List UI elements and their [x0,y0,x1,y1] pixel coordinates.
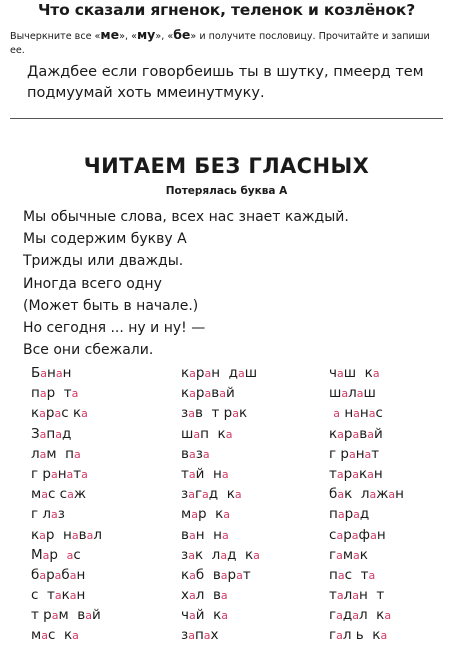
word-letters: р [195,365,205,381]
word-letters: в [181,526,189,543]
missing-letter-a: а [51,508,58,522]
vowelless-word [181,403,321,423]
word-letters: ш к [343,365,373,381]
section-divider [10,118,443,119]
word-letters: н [355,445,365,462]
missing-letter-a: а [336,548,343,562]
vowelless-word [181,504,321,524]
vowelless-word [329,565,453,585]
missing-letter-a: а [384,609,392,623]
word-letters: г р [31,465,51,482]
word-letters: н [47,365,56,381]
missing-letter-a: а [50,467,58,481]
word-letters: т [329,465,337,482]
missing-letter-a: а [41,488,48,502]
word-letters: ш [363,385,376,402]
poem-line: Мы содержим букву А [23,231,187,248]
missing-letter-a: а [191,508,198,522]
exercise-title: Что сказали ягненок, теленок и козлёнок? [37,1,416,19]
word-letters: м [181,506,192,523]
word-letters: з [57,506,65,523]
vowelless-word [329,484,453,504]
word-letters: з [181,627,189,644]
word-letters: р [343,526,352,543]
word-letters: Б [31,365,41,381]
word-letters: т [242,566,251,583]
poem-line: Мы обычные слова, всех нас знает каждый. [23,209,349,225]
missing-letter-a: а [388,488,396,502]
word-letters: ш [329,385,342,402]
word-letters: м [31,627,42,644]
missing-letter-a: а [333,407,341,421]
missing-letter-a: а [352,589,360,603]
word-letters: л [343,587,353,604]
missing-letter-a: а [221,609,228,623]
poem-line: Трижды или дважды. [23,253,184,270]
vowelless-word [31,403,171,423]
missing-letter-a: а [336,467,344,481]
word-letters: н [395,486,404,503]
word-letters: в [181,445,189,462]
word-letters: м в [58,607,86,624]
missing-letter-a: а [221,528,229,542]
word-letters: н [340,405,354,422]
missing-letter-a: а [336,589,344,603]
word-letters: з [181,486,189,503]
vowelless-word [181,625,321,645]
missing-letter-a: а [380,629,388,643]
missing-letter-a: а [73,447,81,461]
word-letters: м [31,486,42,503]
missing-letter-a: а [66,548,74,562]
word-letters: с т [31,587,55,604]
word-letters: п [329,566,338,583]
word-letters: р [195,385,205,402]
vowelless-word [329,585,453,605]
word-letters: ж [376,486,389,503]
missing-letter-a: а [237,367,245,380]
word-letters: в т р [194,405,233,422]
missing-letter-a: а [40,367,48,380]
word-letters: п [46,425,56,442]
word-letters: г [329,546,337,563]
missing-letter-a: а [39,407,46,421]
word-letters: ш [244,365,258,381]
poem [23,206,443,361]
missing-letter-a: а [39,447,47,461]
word-letters: т [329,587,337,604]
vowelless-word [31,383,171,403]
word-letters: й [91,607,101,624]
word-column-2 [181,363,321,646]
word-letters: в [359,425,368,442]
missing-letter-a: а [55,367,63,380]
word-letters: р [46,566,55,583]
missing-letter-a: а [367,467,374,481]
word-letters: й [225,385,235,402]
missing-letter-a: а [337,568,345,582]
vowelless-word [31,545,171,565]
word-letters: р [49,546,67,563]
vowelless-word [31,585,171,605]
missing-letter-a: а [188,407,195,421]
word-letters: к [181,365,190,381]
word-letters: к [181,566,190,583]
word-letters: й н [195,465,222,482]
word-letters: п [329,506,338,523]
missing-letter-a: а [54,407,62,421]
missing-letter-a: а [51,609,59,623]
vowelless-word [181,424,321,444]
vowelless-word [329,605,453,625]
word-letters: к [359,546,368,563]
vowelless-word [181,383,321,403]
word-letters: с с [47,486,68,503]
word-letters: з [195,445,203,462]
missing-letter-a: а [353,407,360,421]
missing-letter-a: а [225,427,233,441]
vowelless-word [329,525,453,545]
missing-letter-a: а [337,508,345,522]
word-letters: ч [329,365,337,381]
missing-letter-a: а [188,609,196,623]
missing-letter-a: а [55,427,62,441]
vowelless-word [31,565,171,585]
word-letters: с т [344,566,369,583]
vowelless-word [31,525,171,545]
missing-letter-a: а [67,488,74,502]
word-letters: ж [73,486,86,503]
missing-letter-a: а [188,548,195,562]
word-letters: З [31,425,40,442]
word-letters: н [57,465,67,482]
missing-letter-a: а [353,548,360,562]
word-letters: х [181,587,189,604]
missing-letter-a: а [336,609,343,623]
poem-line: Все они сбежали. [23,342,154,359]
word-letters: б [61,566,70,583]
missing-letter-a: а [364,447,372,461]
word-letters: р к [197,506,224,523]
missing-letter-a: а [337,427,344,441]
word-letters: л к [358,607,385,624]
word-letters: п к [200,425,226,442]
missing-letter-a: а [42,548,50,562]
word-letters: г р [329,445,349,462]
word-letters: р [343,425,353,442]
word-letters: б [329,486,338,503]
missing-letter-a: а [220,548,228,562]
missing-letter-a: а [72,629,79,643]
missing-letter-a: а [41,629,48,643]
word-letters: л [31,445,40,462]
missing-letter-a: а [220,589,228,603]
missing-letter-a: а [66,467,74,481]
missing-letter-a: а [81,407,88,421]
missing-letter-a: а [69,589,77,603]
word-letters: з [181,405,189,422]
vowelless-word [181,363,321,383]
vowelless-word [31,605,171,625]
missing-letter-a: а [54,568,62,582]
syllable-me: ме [100,27,120,42]
syllable-mu: му [136,27,156,42]
missing-letter-a: а [352,609,359,623]
missing-letter-a: а [39,568,47,582]
word-letters: к [61,587,70,604]
missing-letter-a: а [221,467,229,481]
missing-letter-a: а [202,447,210,461]
word-letters: б [31,566,40,583]
missing-letter-a: а [368,568,376,582]
word-letters: с к [61,405,82,422]
word-letters: в [211,385,220,402]
vowelless-word [31,625,171,645]
word-letters: к [31,526,40,543]
word-letters: к [181,385,190,402]
missing-letter-a: а [188,447,196,461]
missing-letter-a: а [352,467,359,481]
word-column-3 [329,363,453,646]
word-column-1 [31,363,171,646]
missing-letter-a: а [341,387,349,401]
word-letters: н [62,365,72,381]
vowelless-word [181,464,321,484]
word-letters: р [343,465,353,482]
word-letters: н [373,465,383,482]
word-letters: к [238,405,248,422]
word-letters: с к [47,627,73,644]
missing-letter-a: а [336,367,344,380]
word-letters: л [348,385,357,402]
word-letters: г л [31,506,52,523]
missing-letter-a: а [356,387,364,401]
vowelless-word [329,444,453,464]
word-letters: к л [194,546,221,563]
missing-letter-a: а [203,629,211,643]
word-letters: М [31,546,43,563]
missing-letter-a: а [353,508,360,522]
missing-letter-a: а [188,528,196,542]
missing-letter-a: а [39,427,47,441]
missing-letter-a: а [370,528,377,542]
missing-letter-a: а [372,367,380,380]
vowelless-word [31,504,171,524]
missing-letter-a: а [54,589,62,603]
missing-letter-a: а [193,427,201,441]
word-letters: б в [195,566,221,583]
vowelless-word [181,545,321,565]
missing-letter-a: а [204,387,212,401]
vowelless-word [329,424,453,444]
word-letters: ф [358,526,371,543]
missing-letter-a: а [236,568,243,582]
word-letters: й к [195,607,222,624]
missing-letter-a: а [337,488,345,502]
word-letters: х [210,627,219,644]
vowelless-word [181,444,321,464]
word-letters: р н [45,526,72,543]
vowelless-word [329,383,453,403]
missing-letter-a: а [71,528,79,542]
word-letters: й [373,425,383,442]
word-letters: н н [195,526,222,543]
missing-letter-a: а [188,488,195,502]
missing-letter-a: а [202,488,209,502]
poem-line: Но сегодня ... ну и ну! — [23,320,206,337]
vowelless-word [329,464,453,484]
vowelless-word [329,625,453,645]
word-letters: г [194,486,203,503]
missing-letter-a: а [81,467,88,481]
vowelless-word [181,585,321,605]
missing-letter-a: а [336,528,344,542]
missing-letter-a: а [39,528,46,542]
word-letters: к [31,405,40,422]
word-letters: р [344,506,354,523]
vowelless-word [181,605,321,625]
missing-letter-a: а [368,407,376,421]
section-subtitle: Потерялась буква А [165,185,288,197]
word-letters: д [359,506,370,523]
word-letters: с [329,526,337,543]
word-letters: г [329,627,337,644]
missing-letter-a: а [232,407,239,421]
missing-letter-a: а [352,427,360,441]
vowelless-word [181,565,321,585]
missing-letter-a: а [189,367,196,380]
word-letters: г [329,607,337,624]
word-letters: н [359,405,369,422]
vowelless-word [31,363,171,383]
poem-line: (Может быть в начале.) [23,297,199,314]
word-letters: з [181,546,189,563]
vowelless-word [329,504,453,524]
vowelless-word [181,484,321,504]
word-letters: к л [344,486,370,503]
vowelless-word [329,403,453,423]
word-letters: н [376,526,386,543]
missing-letter-a: а [86,528,94,542]
missing-letter-a: а [348,447,356,461]
word-letters: т [73,465,82,482]
word-letters: н [76,587,86,604]
missing-letter-a: а [85,609,92,623]
missing-letter-a: а [219,387,226,401]
missing-letter-a: а [39,387,47,401]
word-letters: т [371,445,380,462]
word-letters: м [342,546,354,563]
word-letters: к [358,465,368,482]
missing-letter-a: а [204,367,212,380]
vowelless-word [31,424,171,444]
word-letters: п [31,385,40,402]
word-letters: л в [195,587,221,604]
word-letters: н д [211,365,238,381]
puzzle-proverb-text: Даждбее если говорбеишь ты в шутку, пмеерд тем подмуумай хоть ммеинутмуку. [27,64,424,101]
vowelless-word [31,484,171,504]
word-letters: н [76,566,86,583]
syllable-be: бе [173,27,191,42]
missing-letter-a: а [369,488,377,502]
missing-letter-a: а [71,387,79,401]
word-letters: п [194,627,204,644]
word-letters: в [78,526,87,543]
vowelless-word [31,464,171,484]
missing-letter-a: а [189,568,196,582]
missing-letter-a: а [189,387,196,401]
word-letters: д к [208,486,235,503]
word-letters: с [73,546,81,563]
poem-line: Иногда всего одну [23,275,162,292]
missing-letter-a: а [234,488,242,502]
word-letters: ш [181,425,194,442]
word-letters: д к [227,546,254,563]
vowelless-word [329,545,453,565]
word-letters: к [329,425,338,442]
word-letters: т р [31,607,52,624]
word-letters: д [61,425,72,442]
section-title: ЧИТАЕМ БЕЗ ГЛАСНЫХ [83,154,370,178]
missing-letter-a: а [351,528,359,542]
missing-letter-a: а [188,629,195,643]
word-letters: м п [46,445,74,462]
vowelless-word [181,525,321,545]
missing-letter-a: а [69,568,77,582]
word-letters: р т [46,385,72,402]
word-letters: ч [181,607,189,624]
vowelless-word [329,363,453,383]
missing-letter-a: а [253,548,260,562]
word-letters: л ь к [342,627,381,644]
missing-letter-a: а [336,629,343,643]
missing-letter-a: а [220,568,228,582]
word-letters: с [375,405,383,422]
word-letters: л [93,526,102,543]
missing-letter-a: а [367,427,374,441]
word-letters: н т [359,587,385,604]
missing-letter-a: а [189,589,196,603]
missing-letter-a: а [188,467,196,481]
missing-letter-a: а [223,508,230,522]
word-letters: т [181,465,189,482]
vowelless-word [31,444,171,464]
word-letters: д [342,607,353,624]
word-letters: р [45,405,55,422]
exercise-instruction: Вычеркните все «ме», «му», «бе» и получите пословицу. Прочитайте и запиши ее. [10,27,430,56]
word-letters: р [227,566,237,583]
